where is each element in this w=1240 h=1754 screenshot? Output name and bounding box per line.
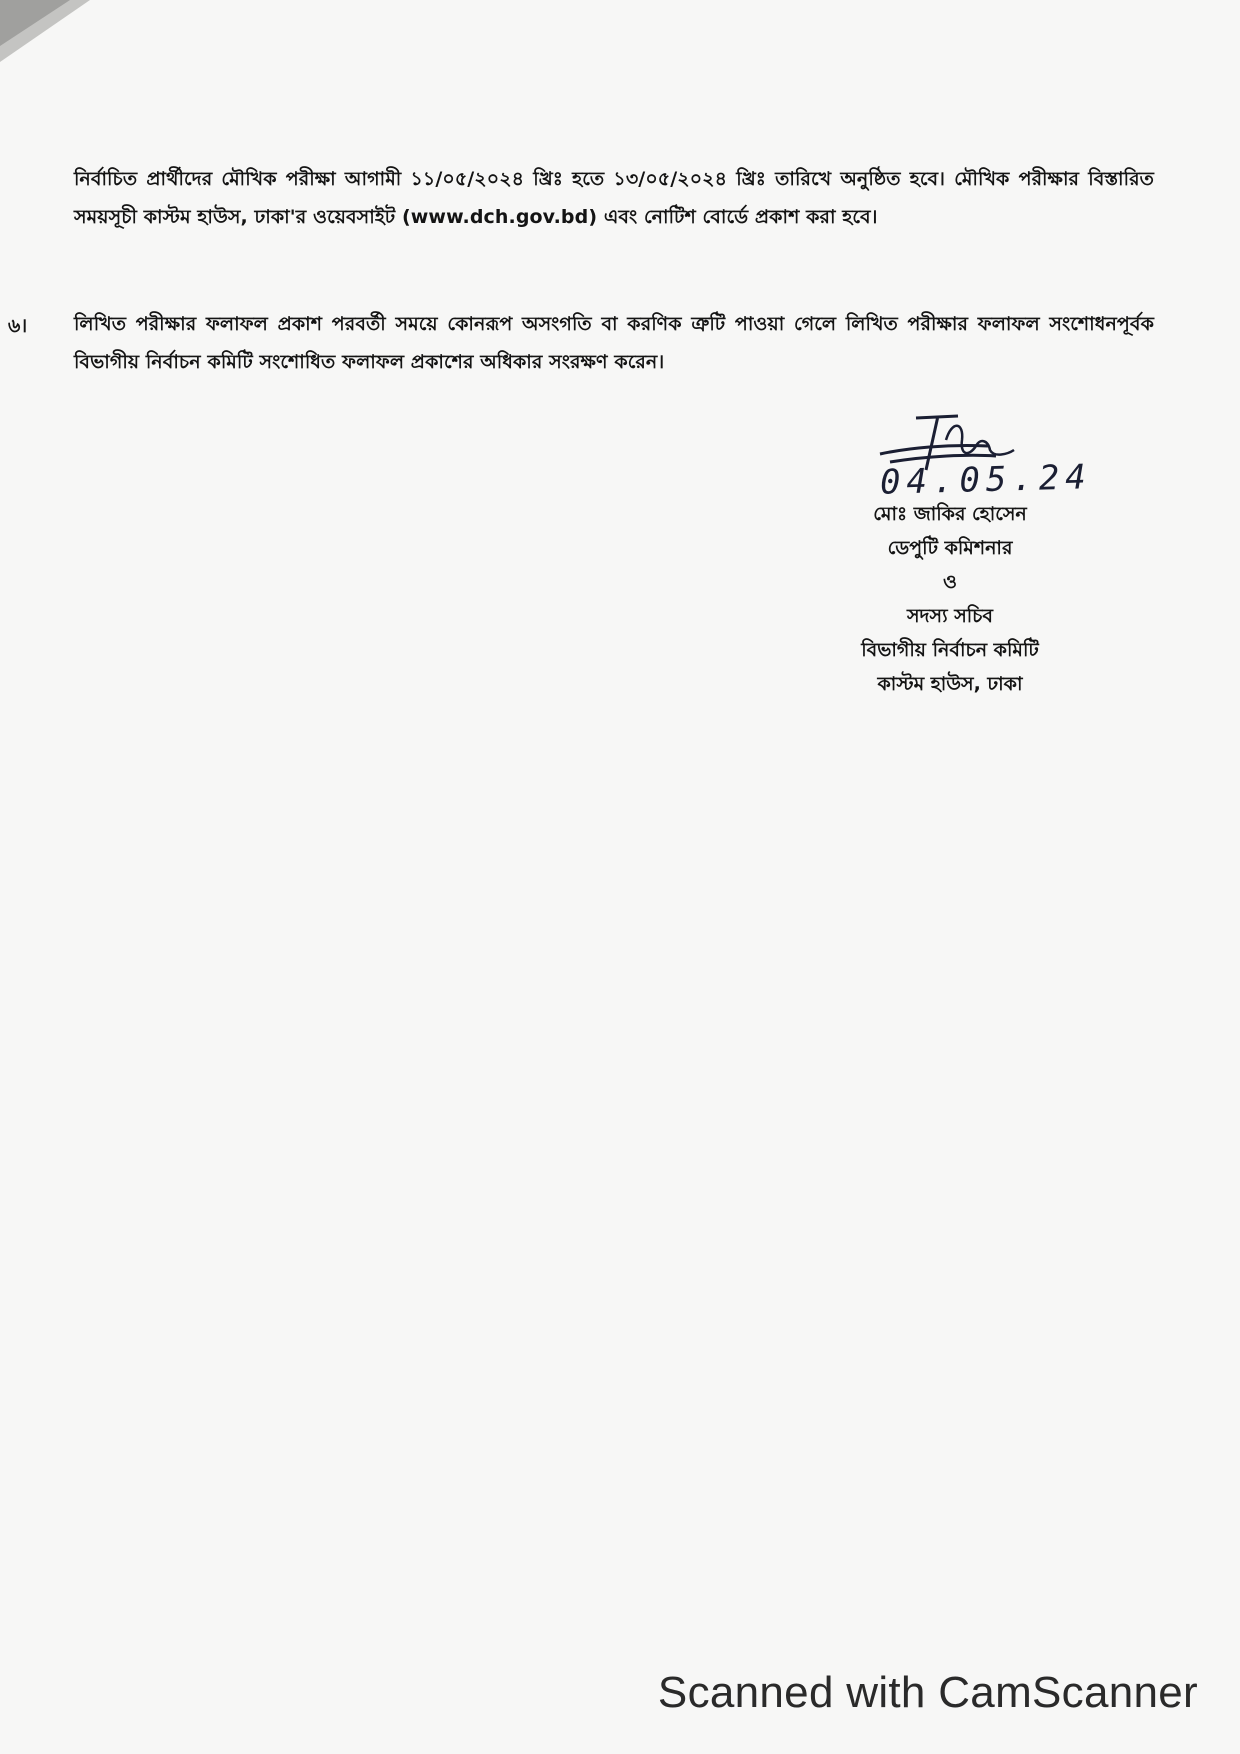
signatory-name: মোঃ জাকির হোসেন — [873, 503, 1027, 525]
paragraph-result-correction: লিখিত পরীক্ষার ফলাফল প্রকাশ পরবর্তী সময়ে কোনরূপ অসংগতি বা করণিক ত্রুটি পাওয়া গেলে লিখিত পরীক্ষার ফলাফল সংশোধনপূর্বক বিভাগীয় নির্বাচন কমিটি সংশোধিত ফলাফল প্রকাশের অধিকার সংরক্ষণ করেন। — [74, 313, 1154, 373]
page-corner-fold — [0, 0, 90, 70]
signatory-designation: ডেপুটি কমিশনার — [887, 537, 1013, 559]
signature-date: 04.05.24 — [879, 457, 1093, 503]
camscanner-watermark: Scanned with CamScanner — [657, 1668, 1198, 1717]
signatory-conjunction: ও — [943, 571, 957, 593]
item-number: ৬। — [8, 315, 28, 337]
signatory-committee: বিভাগীয় নির্বাচন কমিটি — [861, 639, 1039, 661]
signatory-office: কাস্টম হাউস, ঢাকা — [877, 673, 1023, 695]
signatory-block — [800, 497, 1100, 701]
paragraph-viva-schedule: নির্বাচিত প্রার্থীদের মৌখিক পরীক্ষা আগামী ১১/০৫/২০২৪ খ্রিঃ হতে ১৩/০৫/২০২৪ খ্রিঃ তারিখে অনুষ্ঠিত হবে। মৌখিক পরীক্ষার বিস্তারিত সময়সূচী কাস্টম হাউস, ঢাকা'র ওয়েবসাইট (www.dch.gov.bd) এবং নোটিশ বোর্ডে প্রকাশ করা হবে। — [74, 168, 1154, 228]
signatory-role: সদস্য সচিব — [906, 605, 994, 627]
